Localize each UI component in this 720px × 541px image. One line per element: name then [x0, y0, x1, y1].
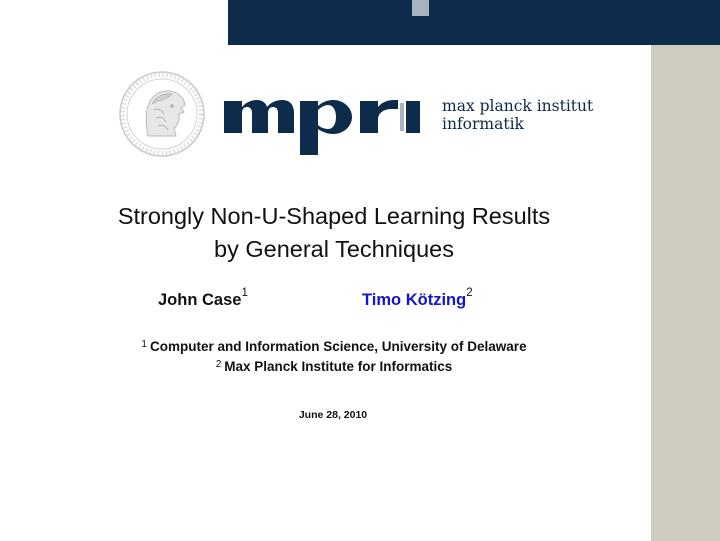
author-timo-koetzing [362, 287, 473, 310]
affiliation-mark: 2 [466, 287, 473, 299]
affiliation-mark: 2 [215, 359, 222, 370]
header-bar [228, 0, 720, 45]
institute-name-line1: max planck institut [442, 97, 594, 115]
author-name: John Case [158, 291, 242, 309]
header-accent-square [412, 0, 429, 16]
slide-title-line2: by General Techniques [214, 236, 454, 262]
institute-name-line2: informatik [442, 115, 524, 133]
affiliation-2 [0, 357, 668, 377]
slide-title [40, 200, 628, 266]
affiliation-1 [0, 337, 668, 357]
author-john-case [158, 287, 248, 310]
affiliations [0, 337, 668, 377]
affiliation-text: Max Planck Institute for Informatics [224, 359, 453, 374]
minerva-seal-icon [118, 70, 206, 158]
slide-title-line1: Strongly Non-U-Shaped Learning Results [117, 203, 551, 229]
author-name: Timo Kötzing [362, 291, 467, 309]
institute-name [442, 97, 593, 133]
side-bar [651, 45, 720, 541]
affiliation-mark: 1 [141, 339, 147, 350]
affiliation-text: Computer and Information Science, University of Delaware [149, 339, 527, 354]
affiliation-mark: 1 [241, 287, 248, 299]
mpii-wordmark-icon [222, 95, 426, 157]
slide-date: June 28, 2010 [298, 409, 368, 421]
